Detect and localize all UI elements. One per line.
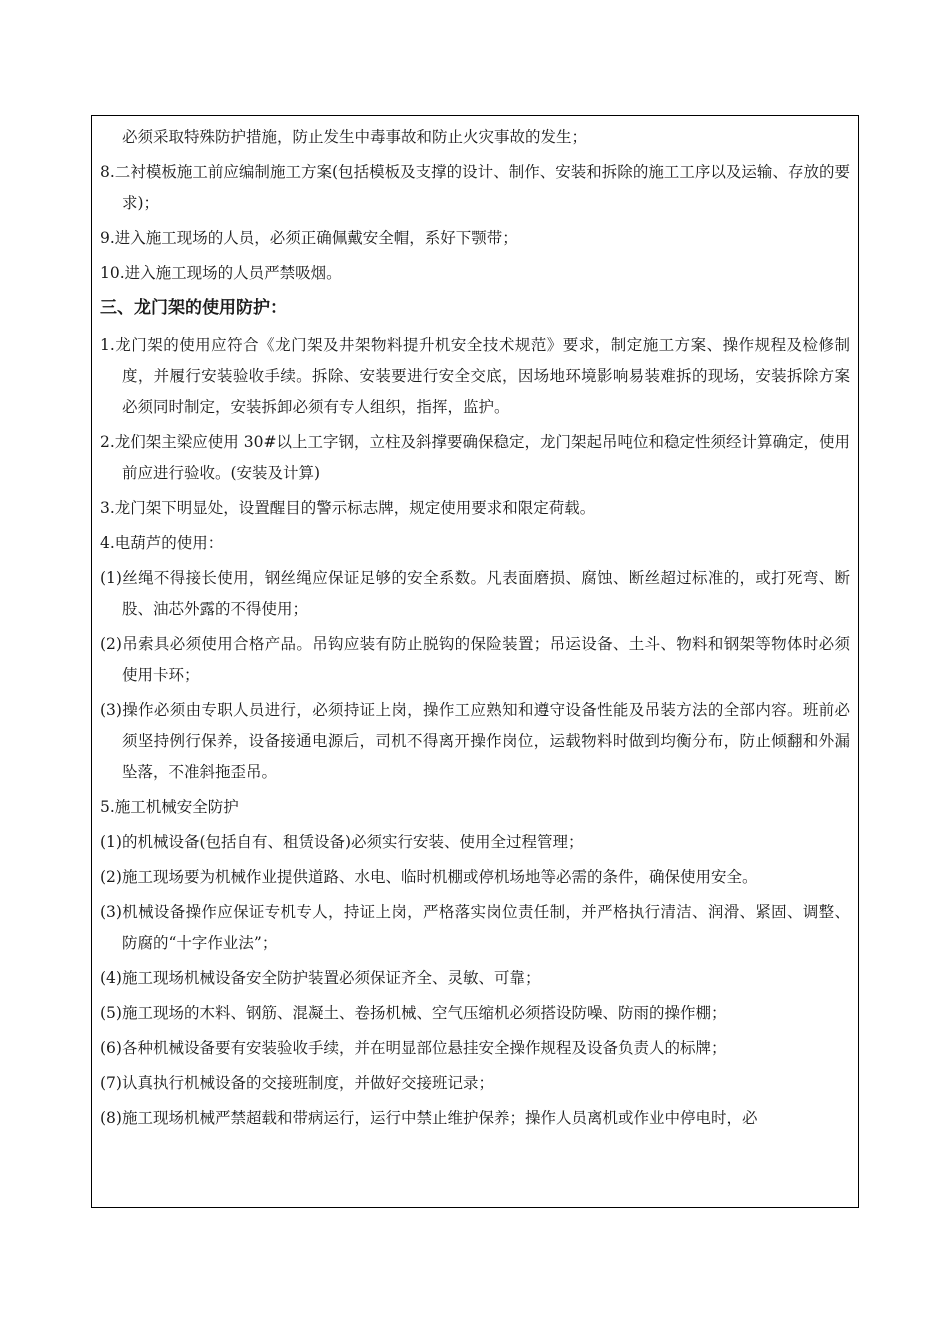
paragraph-machine-3: (3)机械设备操作应保证专机专人，持证上岗，严格落实岗位责任制，并严格执行清洁、润滑、紧固、调整、防腐的“十字作业法”； xyxy=(100,903,850,952)
section-heading: 三、龙门架的使用防护： xyxy=(100,298,287,318)
paragraph-hoist-2: (2)吊索具必须使用合格产品。吊钩应装有防止脱钩的保险装置；吊运设备、土斗、物料和钢架等物体时必须使用卡环； xyxy=(100,635,850,684)
paragraph-gantry-5: 5.施工机械安全防护 xyxy=(100,798,239,816)
paragraph-machine-1: (1)的机械设备(包括自有、租赁设备)必须实行安装、使用全过程管理； xyxy=(100,833,584,851)
paragraph-hoist-3: (3)操作必须由专职人员进行，必须持证上岗，操作工应熟知和遵守设备性能及吊装方法的全部内容。班前必须坚持例行保养，设备接通电源后，司机不得离开操作岗位，运载物料时做到均衡分布，防止倾翻和外漏坠落，不准斜拖歪吊。 xyxy=(100,701,850,781)
paragraph-machine-6: (6)各种机械设备要有安装验收手续，并在明显部位悬挂安全操作规程及设备负责人的标牌； xyxy=(100,1039,727,1057)
document-frame xyxy=(91,115,859,1208)
paragraph-9: 9.进入施工现场的人员，必须正确佩戴安全帽，系好下颚带； xyxy=(100,229,518,247)
paragraph-machine-2: (2)施工现场要为机械作业提供道路、水电、临时机棚或停机场地等必需的条件，确保使用安全。 xyxy=(100,868,758,886)
paragraph-machine-8: (8)施工现场机械严禁超载和带病运行，运行中禁止维护保养；操作人员离机或作业中停电时，必 xyxy=(100,1109,758,1127)
paragraph-gantry-4: 4.电葫芦的使用： xyxy=(100,534,224,552)
paragraph-gantry-2: 2.龙们架主梁应使用 30#以上工字钢，立柱及斜撑要确保稳定，龙门架起吊吨位和稳定性须经计算确定，使用前应进行验收。(安装及计算) xyxy=(100,433,850,482)
paragraph-gantry-1: 1.龙门架的使用应符合《龙门架及井架物料提升机安全技术规范》要求，制定施工方案、操作规程及检修制度，并履行安装验收手续。拆除、安装要进行安全交底，因场地环境影响易装难拆的现场，安装拆除方案必须同时制定，安装拆卸必须有专人组织，指挥，监护。 xyxy=(100,336,850,416)
paragraph-10: 10.进入施工现场的人员严禁吸烟。 xyxy=(100,264,342,282)
paragraph-machine-7: (7)认真执行机械设备的交接班制度，并做好交接班记录； xyxy=(100,1074,494,1092)
document-body xyxy=(100,122,850,1138)
paragraph-hoist-1: (1)丝绳不得接长使用，钢丝绳应保证足够的安全系数。凡表面磨损、腐蚀、断丝超过标准的，或打死弯、断股、油芯外露的不得使用； xyxy=(100,569,850,618)
paragraph-8: 8.二衬模板施工前应编制施工方案(包括模板及支撑的设计、制作、安装和拆除的施工工序以及运输、存放的要求)； xyxy=(100,163,850,212)
paragraph-machine-5: (5)施工现场的木料、钢筋、混凝土、卷扬机械、空气压缩机必须搭设防噪、防雨的操作棚； xyxy=(100,1004,727,1022)
paragraph-0: 必须采取特殊防护措施，防止发生中毒事故和防止火灾事故的发生； xyxy=(122,128,588,146)
paragraph-machine-4: (4)施工现场机械设备安全防护装置必须保证齐全、灵敏、可靠； xyxy=(100,969,541,987)
paragraph-gantry-3: 3.龙门架下明显处，设置醒目的警示标志牌，规定使用要求和限定荷载。 xyxy=(100,499,596,517)
